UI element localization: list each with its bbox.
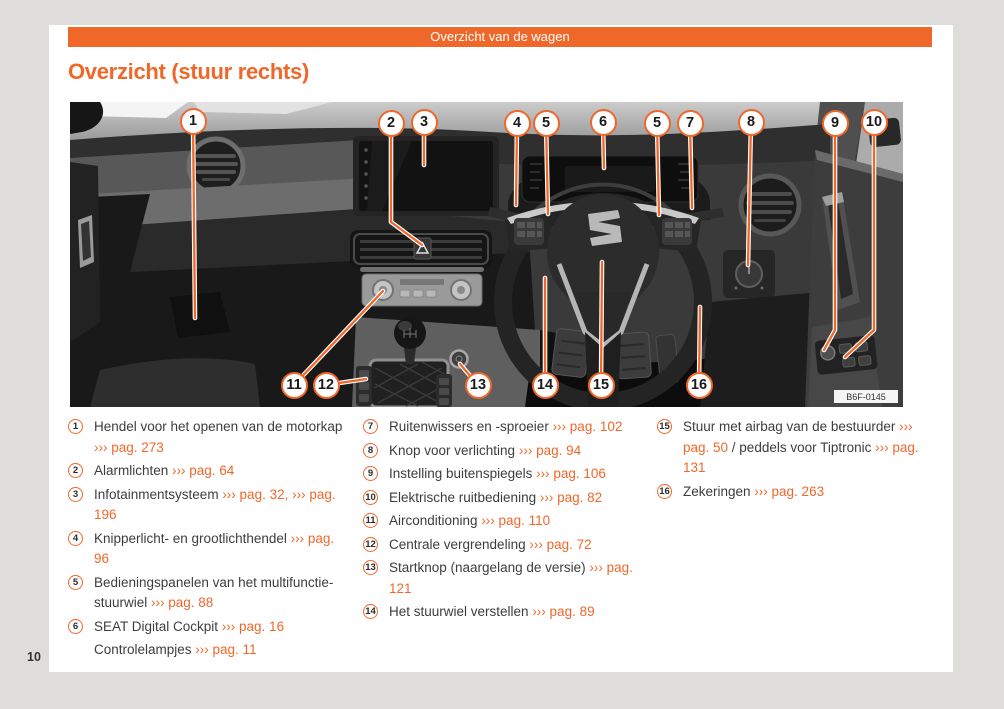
page-ref: ››› pag. 121 [389,560,633,596]
callout-marker: 15 [588,372,615,399]
page [49,25,953,672]
callout-marker: 14 [532,372,559,399]
legend-item-number: 6 [68,619,83,634]
legend-item-text: Airconditioning ››› pag. 110 [389,513,551,528]
legend-item-number: 16 [657,484,672,499]
legend-item-number: 11 [363,513,378,528]
callout-marker: 9 [822,110,849,137]
dashboard-illustration [70,102,903,407]
legend-item-number: 7 [363,419,378,434]
page-number: 10 [27,650,41,664]
legend-item-text: Ruitenwissers en -sproeier ››› pag. 102 [389,419,623,434]
callout-marker: 8 [738,109,765,136]
callout-marker: 5 [644,110,671,137]
callout-marker: 11 [281,372,308,399]
legend-item-text: Hendel voor het openen van de motorkap ››› pag. 273 [94,419,343,455]
legend-item [68,461,350,482]
page-ref: ››› pag. 196 [94,486,336,522]
page-ref: ››› pag. 72 [529,536,592,552]
legend-item-text: Instelling buitenspiegels ››› pag. 106 [389,466,606,481]
legend-item-text: Startknop (naargelang de versie) ››› pag. 121 [389,560,633,596]
callout-marker: 16 [686,372,713,399]
legend-item [363,558,653,599]
callout-marker: 12 [313,372,340,399]
page-ref: ››› pag. 82 [539,489,603,505]
page-ref: ››› pag. 263 [754,483,825,499]
page-ref: ››› pag. 11 [195,642,257,657]
left-air-vent [189,139,243,193]
callout-marker: 2 [378,110,405,137]
legend-item [657,482,936,503]
legend-item [363,417,653,438]
page-title: Overzicht (stuur rechts) [68,59,309,84]
legend-column-3 [657,417,936,505]
callout-marker: 10 [861,109,888,136]
callout-marker: 5 [533,110,560,137]
legend-item-number: 2 [68,463,83,478]
legend-item-text: Knipperlicht- en grootlichthendel ››› pag. 96 [94,530,335,566]
legend-item-text: Infotainmentsysteem ››› pag. 32, ››› pag. 196 [94,486,336,522]
legend-item [363,488,653,509]
image-code-label [834,390,898,403]
legend-item-number: 3 [68,487,83,502]
legend-item-number: 8 [363,443,378,458]
legend-item [68,529,350,570]
legend-item-number: 13 [363,560,378,575]
legend-column-1 [68,417,350,664]
legend-item-text: Zekeringen ››› pag. 263 [683,483,825,499]
legend-item-text: Controlelampjes ››› pag. 11 [94,642,257,657]
legend-item-text: Elektrische ruitbediening ››› pag. 82 [389,489,603,505]
callout-marker: 1 [180,108,207,135]
page-ref: ››› pag. 88 [151,595,214,610]
legend-item [363,441,653,462]
callout-marker: 3 [411,109,438,136]
dashboard-figure [70,102,903,407]
legend-item-text: SEAT Digital Cockpit ››› pag. 16 [94,618,285,634]
page-ref: ››› pag. 89 [532,604,595,619]
legend-item [657,417,936,479]
legend-item-number: 15 [657,419,672,434]
page-ref: ››› pag. 110 [481,513,551,528]
page-ref: ››› pag. 64 [172,463,235,478]
legend-item-text: Centrale vergrendeling ››› pag. 72 [389,536,592,552]
page-ref: ››› pag. 96 [94,530,335,566]
legend-item-number: 5 [68,575,83,590]
legend-item [363,535,653,556]
callout-marker: 13 [465,372,492,399]
legend-item-number: 9 [363,466,378,481]
legend-item [68,417,350,458]
legend-item-text: Het stuurwiel verstellen ››› pag. 89 [389,604,595,619]
legend [68,417,936,667]
legend-item-text: Bedieningspanelen van het multifunctie-stuurwiel ››› pag. 88 [94,574,334,610]
seat-logo [588,210,622,246]
legend-item-number: 4 [68,531,83,546]
legend-item-text: Alarmlichten ››› pag. 64 [94,463,235,478]
page-ref: ››› pag. 16 [221,618,285,634]
legend-column-2 [363,417,653,626]
page-ref: ››› pag. 50 [683,419,913,455]
legend-item-number: 12 [363,537,378,552]
page-ref: ››› pag. 131 [683,439,919,475]
page-ref: ››› pag. 94 [518,442,582,458]
legend-item [68,640,350,661]
callout-marker: 7 [677,110,704,137]
legend-item [68,485,350,526]
callout-marker: 6 [590,109,617,136]
legend-item-number: 10 [363,490,378,505]
page-ref: ››› pag. 102 [552,419,623,434]
legend-item-number: 14 [363,604,378,619]
svg-text:B6F-0145: B6F-0145 [846,392,886,402]
page-ref: ››› pag. 106 [536,466,606,481]
callout-marker: 4 [504,110,531,137]
radio-panel [362,274,482,306]
legend-item [363,464,653,485]
legend-item [68,617,350,638]
legend-item-text: Stuur met airbag van de bestuurder ››› pag. 50 / peddels voor Tiptronic ››› pag. 131 [683,419,919,475]
legend-item-number: 1 [68,419,83,434]
hood-release-area [170,292,230,338]
page-ref: ››› pag. 273 [94,439,164,455]
chapter-header-bar: Overzicht van de wagen [68,27,932,47]
legend-item [363,602,653,623]
legend-item [68,573,350,614]
page-ref: ››› pag. 32, [222,486,293,502]
legend-item [363,511,653,532]
legend-item-text: Knop voor verlichting ››› pag. 94 [389,442,582,458]
